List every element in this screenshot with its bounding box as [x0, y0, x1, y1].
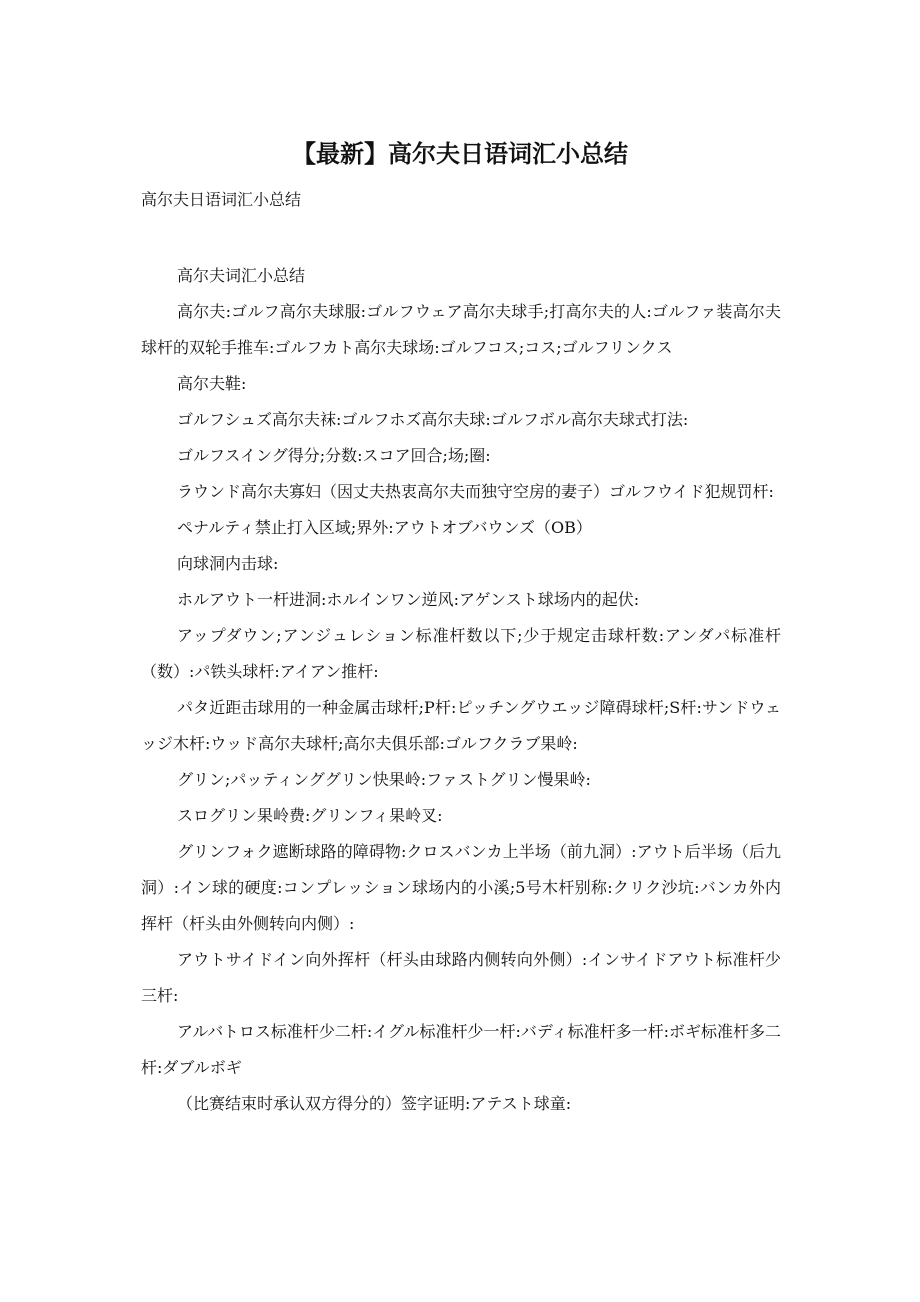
paragraph: アウトサイドイン向外挥杆（杆头由球路内侧转向外侧）:インサイドアウト标准杆少三杆:	[141, 950, 781, 1005]
paragraph: ラウンド高尔夫寡妇（因丈夫热衷高尔夫而独守空房的妻子）ゴルフウイド犯规罚杆:	[177, 482, 774, 501]
paragraph: ゴルフスイング得分;分数:スコア回合;场;圈:	[177, 446, 491, 465]
paragraph: グリンフォク遮断球路的障碍物:クロスバンカ上半场（前九洞）:アウト后半场（后九洞）:イン球的硬度:コンプレッション球场内的小溪;5号木杆别称:クリク沙坑:バンカ外内挥杆（杆头由外侧转向内侧）:	[141, 842, 781, 933]
paragraph: 高尔夫:ゴルフ高尔夫球服:ゴルフウェア高尔夫球手;打高尔夫的人:ゴルファ装高尔夫球杆的双轮手推车:ゴルフカト高尔夫球场:ゴルフコス;コス;ゴルフリンクス	[141, 302, 781, 357]
document-body	[141, 258, 781, 1122]
paragraph: アップダウン;アンジュレション标准杆数以下;少于规定击球杆数:アンダパ标准杆（数）:パ铁头球杆:アイアン推杆:	[141, 626, 781, 681]
paragraph: 向球洞内击球:	[177, 554, 279, 573]
document-title: 【最新】高尔夫日语词汇小总结	[292, 139, 628, 168]
paragraph: 高尔夫鞋:	[177, 374, 247, 393]
paragraph: 高尔夫词汇小总结	[177, 266, 306, 285]
paragraph: （比赛结束时承认双方得分的）签字证明:アテスト球童:	[177, 1094, 572, 1113]
paragraph: スログリン果岭费:グリンフィ果岭叉:	[177, 806, 443, 825]
paragraph: アルバトロス标准杆少二杆:イグル标准杆少一杆:バディ标准杆多一杆:ボギ标准杆多二杆:ダブルボギ	[141, 1022, 782, 1077]
paragraph: ゴルフシュズ高尔夫袜:ゴルフホズ高尔夫球:ゴルフボル高尔夫球式打法:	[177, 410, 689, 429]
paragraph: グリン;パッティンググリン快果岭:ファストグリン慢果岭:	[177, 770, 591, 789]
document-subtitle: 高尔夫日语词汇小总结	[141, 190, 302, 209]
paragraph: ホルアウト一杆进洞:ホルインワン逆风:アゲンスト球场内的起伏:	[177, 590, 640, 609]
paragraph: パタ近距击球用的一种金属击球杆;P杆:ピッチングウエッジ障碍球杆;S杆:サンドウェッジ木杆:ウッド高尔夫球杆;高尔夫俱乐部:ゴルフクラブ果岭:	[141, 698, 781, 753]
paragraph: ペナルティ禁止打入区域;界外:アウトオブバウンズ（OB）	[177, 518, 592, 537]
